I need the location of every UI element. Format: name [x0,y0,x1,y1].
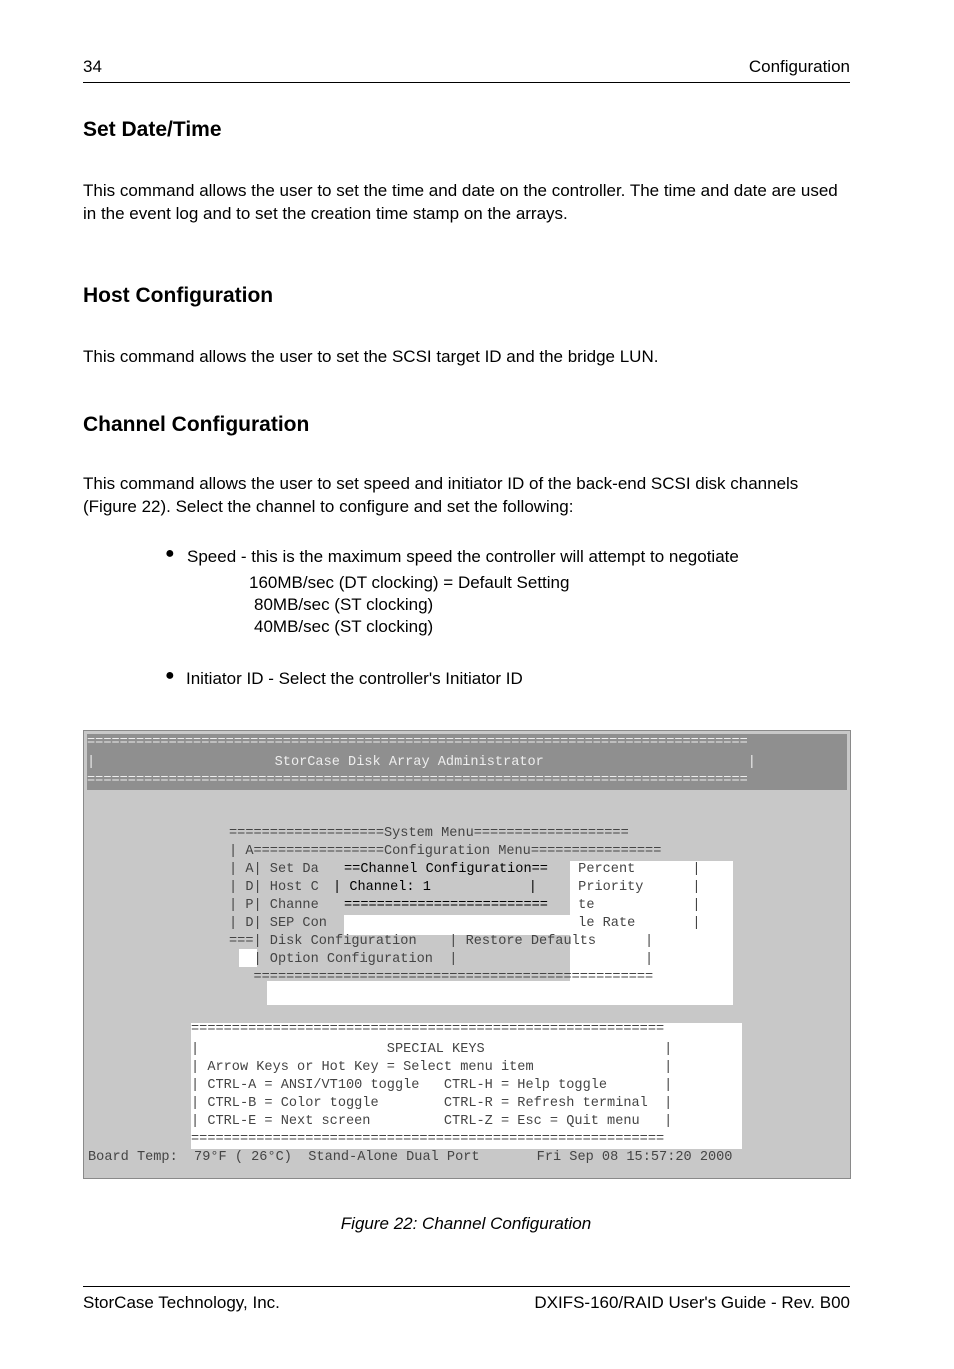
special-keys-border-top: ========================================================== [191,1022,665,1037]
bullet-dot: ● [165,667,175,684]
menu-item-rate: le Rate | [570,916,701,931]
channel-config-border: ========================= [344,898,548,913]
footer-company: StorCase Technology, Inc. [83,1293,280,1312]
title-bottom-border: ================================================================================= [87,773,748,788]
menu-item-priority: Priority | [570,880,701,895]
menu-item-set-date: | A| Set Da [229,862,319,877]
bullet-speed: Speed - this is the maximum speed the controller will attempt to negotiate [187,547,739,566]
menu-item-percent: Percent | [570,862,701,877]
config-menu-line: | A================Configuration Menu================ [229,844,662,859]
section-body-host-configuration: This command allows the user to set the SCSI target ID and the bridge LUN. [83,347,659,366]
speed-option-40: 40MB/sec (ST clocking) [254,617,434,636]
menu-item-option-config: | Option Configuration | | [229,952,654,967]
menu-item-disk-config: ===| Disk Configuration | Restore Defaults | [229,934,654,949]
section-heading-channel-configuration: Channel Configuration [83,413,310,436]
special-keys-line: | CTRL-E = Next screen CTRL-Z = Esc = Quit menu | [191,1114,673,1129]
footer-guide-title: DXIFS-160/RAID User's Guide - Rev. B00 [534,1293,850,1312]
special-keys-line: | Arrow Keys or Hot Key = Select menu item | [191,1060,673,1075]
special-keys-border-bottom: ========================================================== [191,1132,665,1147]
channel-config-title: ==Channel Configuration== [344,862,548,877]
section-body-set-date-time: This command allows the user to set the time and date on the controller. The time and date are used in the event log and to set the creation time stamp on the arrays. [83,181,838,223]
special-keys-line: | CTRL-B = Color toggle CTRL-R = Refresh terminal | [191,1096,673,1111]
menu-item-channel: | P| Channe [229,898,319,913]
section-heading-set-date-time: Set Date/Time [83,118,222,141]
speed-option-80: 80MB/sec (ST clocking) [254,595,434,614]
section-body-channel-configuration: This command allows the user to set speed and initiator ID of the back-end SCSI disk channels (Figure 22). Select the channel to configure and set the following: [83,474,799,516]
terminal-title: | StorCase Disk Array Administrator | [87,755,756,770]
page-number: 34 [83,57,102,76]
channel-box-shadow [344,915,570,935]
title-top-border: ================================================================================= [87,735,748,750]
menu-item-host-config: | D| Host C [229,880,319,895]
status-line: Board Temp: 79°F ( 26°C) Stand-Alone Dual Port Fri Sep 08 15:57:20 2000 [88,1150,733,1165]
menu-bottom-border: ================================================= [229,970,654,985]
figure-caption: Figure 22: Channel Configuration [340,1214,592,1233]
bullet-dot: ● [165,545,175,562]
special-keys-line: | CTRL-A = ANSI/VT100 toggle CTRL-H = Help toggle | [191,1078,673,1093]
menu-item-te: te | [570,898,701,913]
running-head: Configuration [748,57,850,76]
header-rule [83,82,850,83]
speed-option-160: 160MB/sec (DT clocking) = Default Setting [249,573,570,592]
system-menu-line: ===================System Menu=================== [229,826,629,841]
terminal-screenshot [83,730,851,1179]
channel-field[interactable]: | Channel: 1 | [333,880,537,895]
menu-item-sep-config: | D| SEP Con [229,916,327,931]
section-heading-host-configuration: Host Configuration [83,284,274,307]
footer-rule [83,1286,850,1287]
special-keys-title: | SPECIAL KEYS | [191,1042,673,1057]
bullet-initiator-id: Initiator ID - Select the controller's Initiator ID [186,669,523,688]
